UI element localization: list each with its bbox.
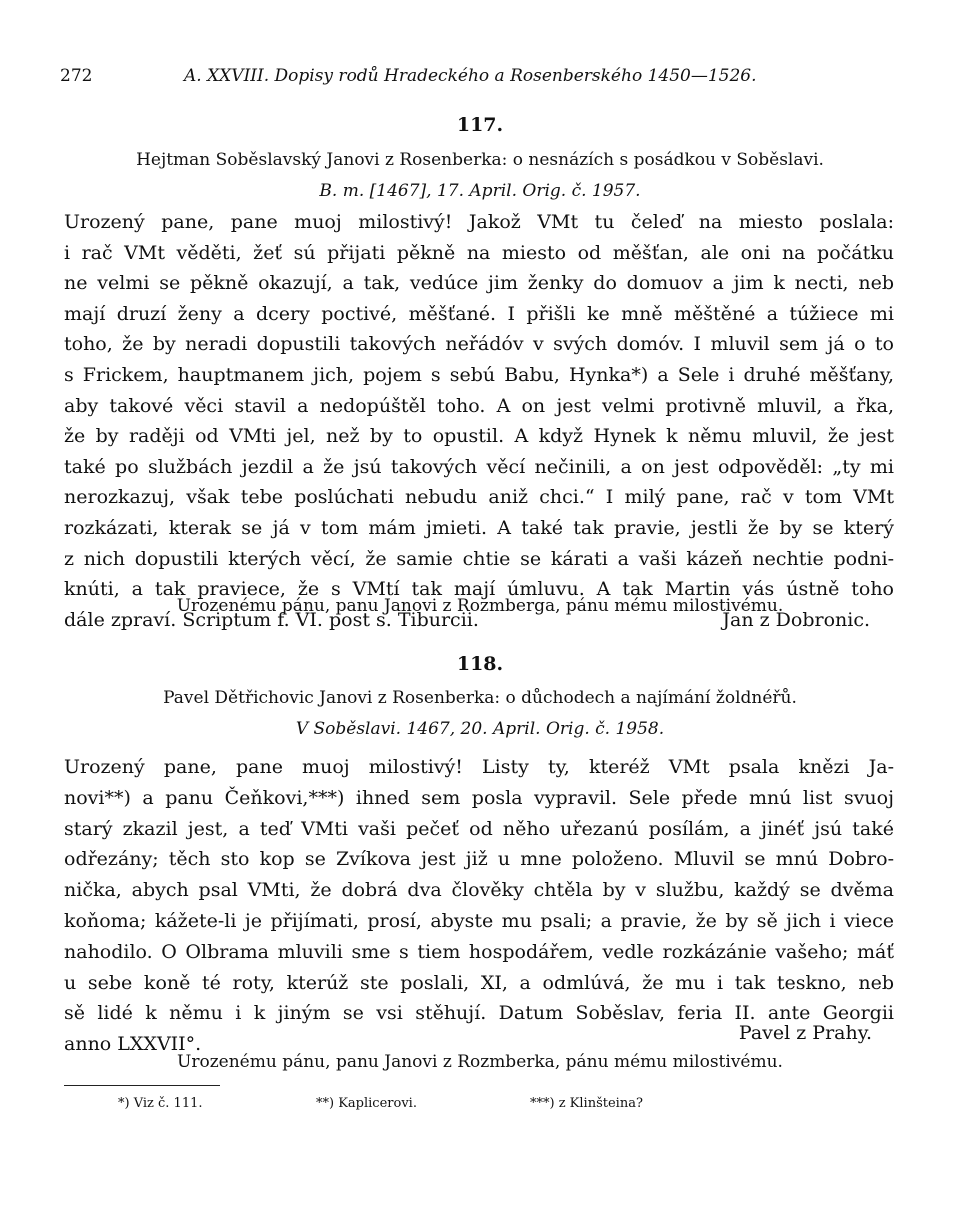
text-line: z nich dopustili kterých věcí, že samie chtie se kárati a vaši kázeň nechtie podni-	[64, 547, 894, 570]
text-line: že by raději od VMti jel, než by to opustil. A když Hynek k němu mluvil, že jest	[64, 425, 894, 448]
letter-address: Urozenému pánu, panu Janovi z Rozmberga, pánu mému milostivému.	[176, 596, 784, 616]
letter-date-source: B. m. [1467], 17. April. Orig. č. 1957.	[319, 181, 641, 201]
running-title: A. XXVIII. Dopisy rodů Hradeckého a Rosenberského 1450—1526.	[184, 66, 757, 86]
footnote: **) Kaplicerovi.	[316, 1096, 417, 1111]
letter-number: 118.	[456, 653, 504, 675]
footnote: *) Viz č. 111.	[118, 1096, 203, 1111]
letter-summary: Hejtman Soběslavský Janovi z Rosenberka: o nesnázích s posádkou v Soběslavi.	[136, 150, 824, 170]
text-line: mají druzí ženy a dcery poctivé, měšťané. I přišli ke mně měštěné a túžiece mi	[64, 302, 894, 325]
text-line: i rač VMt věděti, žeť sú přijati pěkně na miesto od měšťan, ale oni na počátku	[64, 241, 894, 264]
text-line: Urozený pane, pane muoj milostivý! Jakož VMt tu čeleď na miesto poslala:	[64, 211, 894, 233]
signature: Jan z Dobronic.	[722, 608, 870, 631]
text-line: Urozený pane, pane muoj milostivý! Listy ty, kteréž VMt psala knězi Ja-	[64, 756, 894, 778]
text-line: odřezány; těch sto kop se Zvíkova jest již u mne položeno. Mluvil se mnú Dobro-	[64, 848, 894, 871]
text-line: také po službách jezdil a že jsú takových věcí nečinili, a on jest odpověděl: „ty mi	[64, 455, 894, 478]
text-line: novi**) a panu Čeňkovi,***) ihned sem posla vypravil. Sele přede mnú list svuoj	[64, 786, 894, 809]
letter-address: Urozenému pánu, panu Janovi z Rozmberka, pánu mému milostivému.	[177, 1052, 783, 1072]
text-line: sě lidé k němu i k jiným se vsi stěhují. Datum Soběslav, feria II. ante Georgii	[64, 1002, 894, 1025]
text-line: s Frickem, hauptmanem jich, pojem s sebú Babu, Hynka*) a Sele i druhé měšťany,	[64, 363, 894, 386]
text-line: ne velmi se pěkně okazují, a tak, vedúce jim ženky do domuov a jim k necti, neb	[64, 272, 894, 295]
text-line: nahodilo. O Olbrama mluvili sme s tiem hospodářem, vedle rozkázánie vašeho; máť	[64, 940, 894, 963]
signature: Pavel z Prahy.	[738, 1022, 872, 1044]
text-line: knúti, a tak praviece, že s VMtí tak mají úmluvu. A tak Martin vás ústně toho	[64, 578, 894, 601]
text-line: rozkázati, kterak se já v tom mám jmieti. A také tak pravie, jestli že by se který	[64, 516, 894, 539]
footnote: ***) z Klinšteina?	[530, 1096, 643, 1111]
text-line: nerozkazuj, však tebe poslúchati nebudu aniž chci.“ I milý pane, rač v tom VMt	[64, 486, 894, 509]
running-header	[60, 66, 900, 92]
footnote-rule	[64, 1085, 220, 1086]
text-line: starý zkazil jest, a teď VMti vaši pečeť od něho uřezanú posílám, a jinéť jsú také	[64, 817, 894, 840]
text-line: dále zpraví. Scriptum f. VI. post s. Tiburcii.	[64, 608, 479, 631]
letter-body	[64, 752, 894, 1060]
letter-body	[64, 207, 894, 635]
page-number: 272	[60, 66, 93, 86]
text-line: anno LXXVII°.	[64, 1033, 202, 1056]
letter-date-source: V Soběslavi. 1467, 20. April. Orig. č. 1958.	[295, 719, 665, 739]
text-line: koňoma; kážete-li je přijímati, prosí, abyste mu psali; a pravie, že by sě jich i viece	[64, 909, 894, 932]
letter-summary: Pavel Dětřichovic Janovi z Rosenberka: o důchodech a najímání žoldnéřů.	[163, 688, 797, 708]
letter-number: 117.	[456, 114, 504, 136]
text-line: u sebe koně té roty, kterúž ste poslali, XI, a odmlúvá, že mu i tak teskno, neb	[64, 971, 894, 994]
text-line: nička, abych psal VMti, že dobrá dva člověky chtěla by v službu, každý se dvěma	[64, 879, 894, 902]
text-line: aby takové věci stavil a nedopúštěl toho. A on jest velmi protivně mluvil, a řka,	[64, 394, 894, 417]
text-line: toho, že by neradi dopustili takových neřádóv v svých domóv. I mluvil sem já o to	[64, 333, 894, 356]
